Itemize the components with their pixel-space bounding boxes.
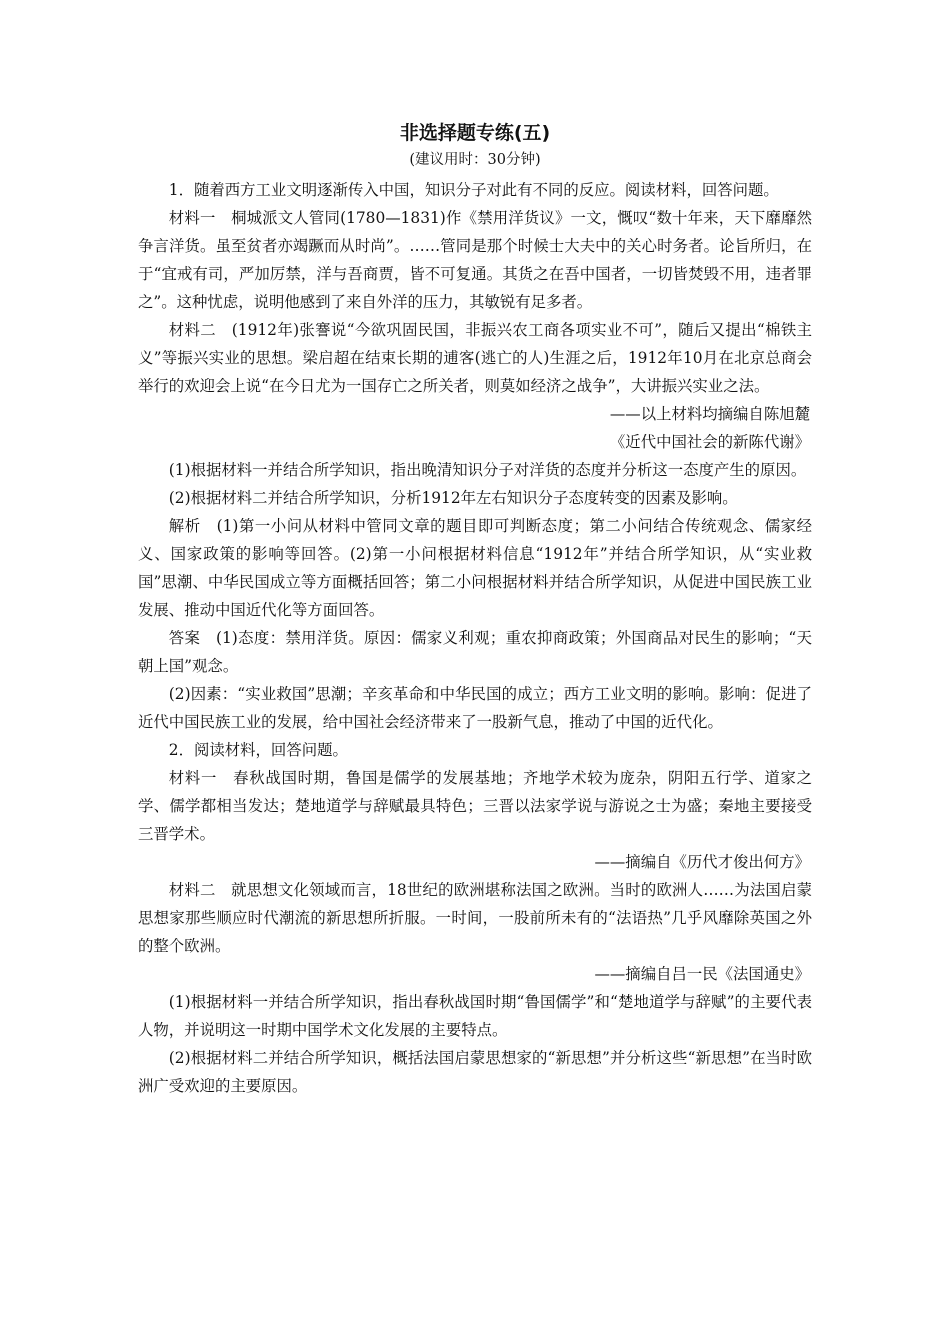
document-page [138, 118, 812, 1100]
q1-source-line-2: 《近代中国社会的新陈代谢》 [609, 433, 810, 451]
q1-material-1: 材料一 桐城派文人管同(1780—1831)作《禁用洋货议》一文，慨叹“数十年来，天下靡靡然争言洋货。虽至贫者亦竭蹶而从时尚”。……管同是那个时候士大夫中的关心时务者。论旨所归，在于“宜戒有司，严加厉禁，洋与吾商贾，皆不可复通。其货之在吾中国者，一切皆焚毁不用，违者罪之”。这种忧虑，说明他感到了来自外洋的压力，其敏锐有足多者。 [138, 209, 812, 311]
q2-stem: 2．阅读材料，回答问题。 [168, 741, 348, 759]
q2-material-1: 材料一 春秋战国时期，鲁国是儒学的发展基地；齐地学术较为庞杂，阴阳五行学、道家之学、儒学都相当发达；楚地道学与辞赋最具特色；三晋以法家学说与游说之士为盛；秦地主要接受三晋学术。 [138, 769, 812, 843]
suggested-time: (建议用时：30分钟) [409, 152, 541, 168]
document-title: 非选择题专练(五) [399, 122, 551, 144]
q1-question-2: (2)根据材料二并结合所学知识，分析1912年左右知识分子态度转变的因素及影响。 [168, 489, 738, 507]
q1-answer-2: (2)因素：“实业救国”思潮；辛亥革命和中华民国的成立；西方工业文明的影响。影响：促进了近代中国民族工业的发展，给中国社会经济带来了一股新气息，推动了中国的近代化。 [138, 685, 812, 731]
q1-analysis: 解析 (1)第一小问从材料中管同文章的题目即可判断态度；第二小问结合传统观念、儒家经义、国家政策的影响等回答。(2)第一小问根据材料信息“1912年”并结合所学知识，从“实业救国”思潮、中华民国成立等方面概括回答；第二小问根据材料并结合所学知识，从促进中国民族工业发展、推动中国近代化等方面回答。 [138, 517, 812, 619]
q1-answer-1: 答案 (1)态度：禁用洋货。原因：儒家义利观；重农抑商政策；外国商品对民生的影响；“天朝上国”观念。 [138, 629, 812, 675]
q2-source-1: ——摘编自《历代才俊出何方》 [594, 853, 810, 871]
question-2 [138, 736, 812, 1100]
q1-stem: 1．随着西方工业文明逐渐传入中国，知识分子对此有不同的反应。阅读材料，回答问题。 [168, 181, 779, 199]
q2-source-2: ——摘编自吕一民《法国通史》 [594, 965, 810, 983]
q1-question-1: (1)根据材料一并结合所学知识，指出晚清知识分子对洋货的态度并分析这一态度产生的原因。 [168, 461, 807, 479]
q1-material-2: 材料二 (1912年)张謇说“今欲巩固民国，非振兴农工商各项实业不可”，随后又提出“棉铁主义”等振兴实业的思想。梁启超在结束长期的逋客(逃亡的人)生涯之后，1912年10月在北京总商会举行的欢迎会上说“在今日尤为一国存亡之所关者，则莫如经济之战争”，大讲振兴实业之法。 [138, 321, 812, 395]
q2-material-2: 材料二 就思想文化领域而言，18世纪的欧洲堪称法国之欧洲。当时的欧洲人……为法国启蒙思想家那些顺应时代潮流的新思想所折服。一时间，一股前所未有的“法语热”几乎风靡除英国之外的整个欧洲。 [138, 881, 812, 955]
q1-source-line-1: ——以上材料均摘编自陈旭麓 [609, 405, 810, 423]
q2-question-1: (1)根据材料一并结合所学知识，指出春秋战国时期“鲁国儒学”和“楚地道学与辞赋”的主要代表人物，并说明这一时期中国学术文化发展的主要特点。 [138, 993, 812, 1039]
question-1 [138, 176, 812, 736]
q2-question-2: (2)根据材料二并结合所学知识，概括法国启蒙思想家的“新思想”并分析这些“新思想”在当时欧洲广受欢迎的主要原因。 [138, 1049, 812, 1095]
